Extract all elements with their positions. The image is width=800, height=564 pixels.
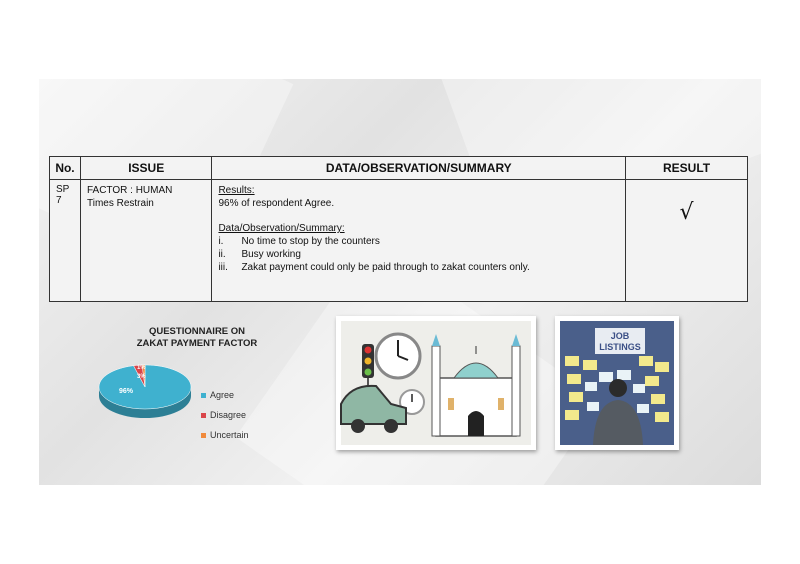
photo-job-listings: [555, 316, 679, 450]
clock-icon: [376, 334, 420, 378]
svg-text:JOB: JOB: [610, 331, 630, 341]
summary-label: Data/Observation/Summary:: [218, 223, 345, 234]
cell-data: [212, 180, 626, 302]
header-data: DATA/OBSERVATION/SUMMARY: [212, 157, 626, 180]
data-label-agree: 96%: [119, 388, 134, 395]
legend-item-agree: Agree: [201, 385, 249, 405]
list-item: iii. Zakat payment could only be paid through to zakat counters only.: [218, 262, 530, 273]
slide: [39, 79, 761, 485]
table-header-row: [50, 157, 748, 180]
cell-issue: [80, 180, 211, 302]
cell-no: SP 7: [50, 180, 81, 302]
chart-title: [117, 326, 277, 350]
issue-factor: FACTOR : HUMAN: [86, 185, 173, 196]
legend-item-uncertain: Uncertain: [201, 425, 249, 445]
list-item: ii. Busy working: [218, 249, 301, 260]
issue-detail: Times Restrain: [86, 198, 154, 209]
issue-table: [49, 156, 748, 302]
chart-title-line2: ZAKAT PAYMENT FACTOR: [136, 338, 258, 349]
header-result: RESULT: [626, 157, 748, 180]
data-label-disagree: 3%: [137, 374, 146, 380]
list-item: i. No time to stop by the counters: [218, 236, 380, 247]
chart-title-line1: QUESTIONNAIRE ON: [148, 326, 246, 337]
header-no: No.: [50, 157, 81, 180]
checkmark-icon: √: [679, 200, 694, 225]
cell-result: [626, 180, 748, 302]
table-row: [50, 180, 748, 302]
legend-item-disagree: Disagree: [201, 405, 249, 425]
data-label-uncertain: 1%: [137, 365, 146, 371]
header-issue: ISSUE: [80, 157, 211, 180]
results-label: Results:: [218, 185, 255, 196]
photo-time-mosque: [336, 316, 536, 450]
svg-text:LISTINGS: LISTINGS: [599, 342, 641, 352]
chart-legend: [201, 385, 249, 445]
results-text: 96% of respondent Agree.: [218, 198, 335, 209]
pie-chart: [97, 361, 201, 427]
